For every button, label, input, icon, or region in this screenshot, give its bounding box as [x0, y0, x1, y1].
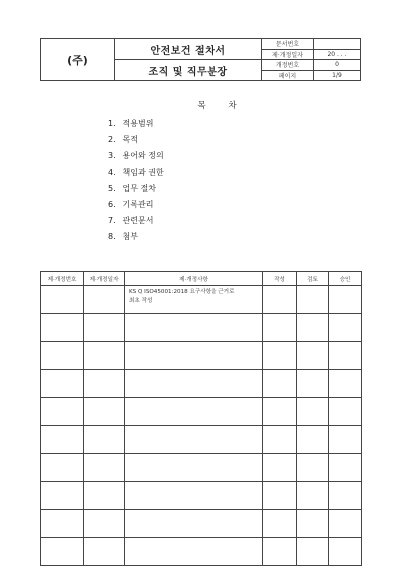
meta-label-revision-number: 개정번호 — [262, 60, 314, 71]
toc-item-number: 3. — [108, 151, 116, 161]
toc-item — [108, 197, 328, 213]
toc-item — [108, 148, 328, 164]
table-cell — [297, 314, 329, 342]
table-cell — [125, 482, 263, 510]
toc-item-label: 책임과 권한 — [122, 167, 164, 177]
table-cell — [125, 370, 263, 398]
table-cell — [263, 510, 297, 538]
table-cell — [263, 454, 297, 482]
table-header-row — [41, 272, 362, 286]
table-row — [41, 370, 362, 398]
table-cell — [125, 510, 263, 538]
table-cell — [125, 314, 263, 342]
revision-history-table — [40, 271, 362, 566]
document-header — [40, 38, 361, 81]
table-cell — [41, 454, 84, 482]
toc-list — [108, 116, 328, 246]
table-cell — [41, 342, 84, 370]
toc-item — [108, 116, 328, 132]
table-cell — [125, 538, 263, 566]
table-cell — [41, 426, 84, 454]
column-header: 제·개정일자 — [84, 272, 125, 286]
column-header: 제·개정사항 — [125, 272, 263, 286]
table-cell: KS Q ISO45001:2018 요구사항을 근거로 최초 작성 — [125, 286, 263, 314]
table-row — [41, 398, 362, 426]
table-cell — [41, 482, 84, 510]
table-cell — [41, 370, 84, 398]
table-row — [41, 454, 362, 482]
table-cell — [263, 370, 297, 398]
table-cell — [84, 454, 125, 482]
table-cell — [329, 342, 362, 370]
table-cell — [329, 370, 362, 398]
company-name: (주) — [41, 39, 115, 81]
table-cell — [297, 286, 329, 314]
table-cell — [329, 538, 362, 566]
toc-item-label: 관련문서 — [122, 216, 154, 226]
toc-item — [108, 181, 328, 197]
table-cell — [297, 370, 329, 398]
table-cell — [297, 510, 329, 538]
table-row — [41, 286, 362, 314]
table-cell — [263, 286, 297, 314]
table-cell — [84, 426, 125, 454]
table-row — [41, 426, 362, 454]
toc-item-label: 적용범위 — [122, 119, 154, 128]
table-cell — [329, 314, 362, 342]
toc-item — [108, 229, 328, 245]
table-cell — [125, 342, 263, 370]
toc-item-number: 7. — [108, 216, 116, 226]
table-cell — [125, 426, 263, 454]
toc-item-number: 2. — [108, 135, 116, 145]
table-cell — [41, 314, 84, 342]
table-cell — [329, 510, 362, 538]
toc-item-number: 8. — [108, 232, 116, 242]
table-cell — [263, 342, 297, 370]
meta-label-doc-number: 문서번호 — [262, 39, 314, 50]
column-header: 작성 — [263, 272, 297, 286]
table-cell — [329, 454, 362, 482]
toc-item-number: 1. — [108, 119, 116, 128]
meta-label-page: 페이지 — [262, 70, 314, 81]
table-cell — [41, 510, 84, 538]
toc-title: 목 차 — [197, 101, 247, 111]
table-cell — [263, 482, 297, 510]
table-row — [41, 510, 362, 538]
toc-item-label: 업무 절차 — [122, 183, 157, 193]
table-cell — [263, 398, 297, 426]
meta-value-page: 1/9 — [314, 70, 361, 81]
table-cell — [84, 482, 125, 510]
table-cell — [41, 538, 84, 566]
table-cell — [84, 398, 125, 426]
table-cell — [263, 426, 297, 454]
toc-item — [108, 213, 328, 229]
table-cell — [84, 370, 125, 398]
table-cell — [84, 538, 125, 566]
toc-item — [108, 132, 328, 148]
table-cell — [84, 342, 125, 370]
column-header: 검토 — [297, 272, 329, 286]
table-cell — [84, 286, 125, 314]
table-cell — [329, 426, 362, 454]
document-subtitle: 조직 및 직무분장 — [115, 60, 262, 81]
table-cell — [125, 398, 263, 426]
table-cell — [84, 314, 125, 342]
toc-item-number: 6. — [108, 199, 116, 209]
table-cell — [41, 398, 84, 426]
meta-label-revision-date: 제·개정일자 — [262, 49, 314, 60]
table-row — [41, 482, 362, 510]
toc-item-label: 목적 — [122, 135, 139, 145]
table-cell — [329, 286, 362, 314]
toc-item — [108, 165, 328, 181]
table-cell — [297, 398, 329, 426]
table-cell — [84, 510, 125, 538]
table-cell — [263, 314, 297, 342]
table-row — [41, 342, 362, 370]
meta-value-revision-number: 0 — [314, 60, 361, 71]
table-cell — [41, 286, 84, 314]
column-header: 승인 — [329, 272, 362, 286]
toc-item-number: 5. — [108, 183, 116, 193]
table-cell — [297, 482, 329, 510]
table-of-contents — [108, 99, 328, 246]
table-cell — [329, 398, 362, 426]
toc-item-label: 기록관리 — [122, 199, 154, 209]
table-row — [41, 538, 362, 566]
table-cell — [297, 342, 329, 370]
document-title: 안전보건 절차서 — [115, 39, 262, 60]
table-cell — [297, 538, 329, 566]
table-cell — [263, 538, 297, 566]
meta-value-revision-date: 20 . . . — [314, 49, 361, 60]
table-cell — [329, 482, 362, 510]
meta-value-doc-number — [314, 39, 361, 50]
table-cell — [297, 454, 329, 482]
toc-item-label: 용어와 정의 — [122, 151, 164, 161]
column-header: 제·개정번호 — [41, 272, 84, 286]
table-cell — [297, 426, 329, 454]
revision-table-body — [41, 286, 362, 566]
toc-item-number: 4. — [108, 167, 116, 177]
table-cell — [125, 454, 263, 482]
toc-item-label: 첨부 — [122, 232, 139, 242]
table-row — [41, 314, 362, 342]
